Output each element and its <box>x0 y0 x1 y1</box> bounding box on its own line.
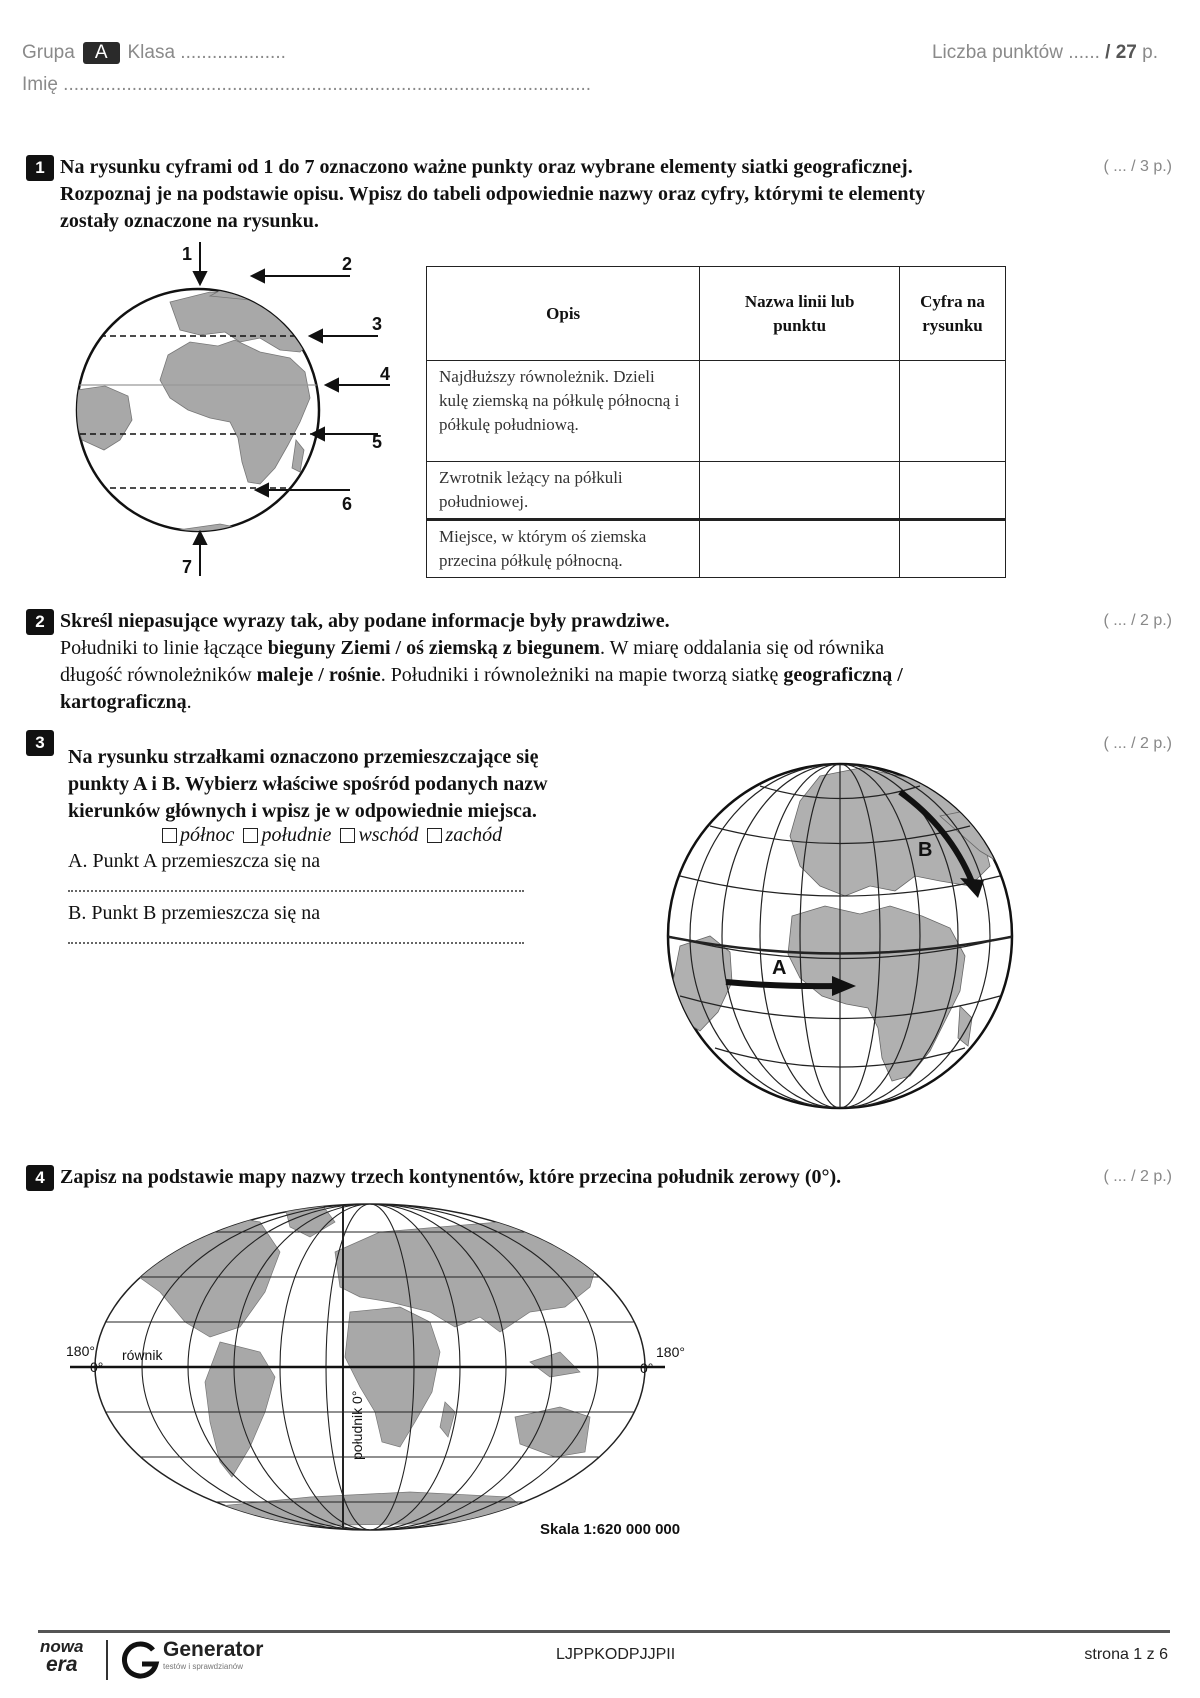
option-label: północ <box>180 824 235 846</box>
map-label: równik <box>122 1347 163 1363</box>
answer-a-line[interactable] <box>68 880 524 892</box>
task-number: 4 <box>26 1165 54 1191</box>
figure-number: 1 <box>182 244 193 264</box>
checkbox[interactable] <box>162 828 177 843</box>
task2-text: długość równoleżników <box>60 664 257 686</box>
strike-option[interactable]: maleje / rośnie <box>256 664 381 686</box>
task3-line: kierunków głównych i wpisz je w odpowiednie miejsca. <box>68 800 537 822</box>
figure-number: 2 <box>342 254 353 274</box>
task2-text: . Południki i równoleżniki na mapie tworzą siatkę <box>380 664 784 686</box>
task-number: 1 <box>26 155 54 181</box>
table-row <box>427 520 1006 578</box>
task2-text: Południki to linie łączące <box>60 637 268 659</box>
task4-points[interactable]: ( ... / 2 p.) <box>1103 1168 1172 1185</box>
point-label: B <box>918 839 933 861</box>
task2-points[interactable]: ( ... / 2 p.) <box>1103 612 1172 629</box>
checkbox[interactable] <box>427 828 442 843</box>
task3-line: punkty A i B. Wybierz właściwe spośród podanych nazw <box>68 773 548 795</box>
generator-logo-icon <box>120 1640 160 1680</box>
points-unit: p. <box>1142 42 1158 63</box>
nowa-era-logo <box>40 1638 83 1674</box>
generator-logo <box>163 1638 263 1671</box>
map-label: 0° <box>640 1360 654 1376</box>
points-total: / 27 <box>1105 42 1137 63</box>
answer-cell[interactable] <box>700 462 900 520</box>
logo-separator <box>106 1640 108 1680</box>
logo-text: Generator <box>163 1638 264 1661</box>
option-label: wschód <box>358 824 419 846</box>
answer-b-line[interactable] <box>68 932 524 944</box>
table-header-row <box>427 267 1006 361</box>
task1-instruction <box>60 154 925 235</box>
answer-cell[interactable] <box>900 361 1006 462</box>
logo-text: era <box>46 1653 78 1676</box>
table-header-cell: Opis <box>427 267 700 361</box>
task1-line: zostały oznaczone na rysunku. <box>60 210 319 232</box>
task2-text: . <box>186 691 192 713</box>
group-badge: A <box>83 42 120 64</box>
globe-figure-2 <box>660 756 1020 1116</box>
answer-a-label: A. Punkt A przemieszcza się na <box>68 850 321 872</box>
page-number: strona 1 z 6 <box>1084 1646 1168 1663</box>
logo-text: nowa <box>40 1637 84 1656</box>
table-header-cell: Nazwa linii lub punktu <box>700 267 900 361</box>
table-row <box>427 361 1006 462</box>
map-label: 180° <box>66 1343 95 1359</box>
document-code: LJPPKODPJJPII <box>556 1646 676 1663</box>
world-map <box>60 1192 700 1542</box>
points-label[interactable]: Liczba punktów ...... <box>931 42 1100 63</box>
footer-divider <box>38 1630 1170 1633</box>
task1-points[interactable]: ( ... / 3 p.) <box>1103 158 1172 175</box>
direction-options <box>158 822 502 849</box>
task-number: 3 <box>26 730 54 756</box>
answer-cell[interactable] <box>900 462 1006 520</box>
task1-line: Na rysunku cyframi od 1 do 7 oznaczono ważne punkty oraz wybrane elementy siatki geograficznej. <box>60 156 913 178</box>
task2-text: . W miarę oddalania się od równika <box>599 637 885 659</box>
figure-number: 7 <box>182 557 193 577</box>
task1-table <box>426 266 1006 578</box>
answer-cell[interactable] <box>700 520 900 578</box>
strike-option[interactable]: kartograficzną <box>60 691 187 713</box>
checkbox[interactable] <box>243 828 258 843</box>
option-label: zachód <box>445 824 503 846</box>
header-group <box>22 42 286 64</box>
figure-number: 5 <box>372 432 383 452</box>
scale-label: Skala 1:620 000 000 <box>540 1521 681 1538</box>
table-row <box>427 462 1006 520</box>
checkbox[interactable] <box>340 828 355 843</box>
point-label: A <box>772 957 787 979</box>
map-label: 180° <box>656 1344 685 1360</box>
task3-line: Na rysunku strzałkami oznaczono przemieszczające się <box>68 746 539 768</box>
table-cell: Zwrotnik leżący na półkuli południowej. <box>427 462 700 520</box>
strike-option[interactable]: geograficzną / <box>783 664 903 686</box>
task2-body <box>60 635 1060 716</box>
answer-cell[interactable] <box>900 520 1006 578</box>
task4-title: Zapisz na podstawie mapy nazwy trzech kontynentów, które przecina południk zerowy (0°). <box>60 1166 842 1188</box>
figure-number: 3 <box>372 314 383 334</box>
table-header-cell: Cyfra na rysunku <box>900 267 1006 361</box>
task1-line: Rozpoznaj je na podstawie opisu. Wpisz do tabeli odpowiednie nazwy oraz cyfry, którymi te elementy <box>60 183 926 205</box>
answer-b-label: B. Punkt B przemieszcza się na <box>68 902 321 924</box>
table-cell: Najdłuższy równoleżnik. Dzieli kulę ziemską na półkulę północną i półkulę południową. <box>427 361 700 462</box>
meridian-label: południk 0° <box>349 1390 365 1460</box>
class-field[interactable]: Klasa .................... <box>127 42 286 63</box>
figure-number: 4 <box>380 364 391 384</box>
header-points <box>932 42 1158 64</box>
task3-points[interactable]: ( ... / 2 p.) <box>1103 735 1172 752</box>
map-label: 0° <box>90 1359 104 1375</box>
name-field[interactable]: Imię .................................................................................................... <box>22 74 592 95</box>
globe-figure <box>60 240 420 580</box>
figure-number: 6 <box>342 494 353 514</box>
answer-cell[interactable] <box>700 361 900 462</box>
task-number: 2 <box>26 609 54 635</box>
table-cell: Miejsce, w którym oś ziemska przecina półkulę północną. <box>427 520 700 578</box>
group-label: Grupa <box>22 42 75 63</box>
option-label: południe <box>261 824 332 846</box>
task2-title: Skreśl niepasujące wyrazy tak, aby podane informacje były prawdziwe. <box>60 610 670 632</box>
task3-instruction <box>68 744 548 825</box>
strike-option[interactable]: bieguny Ziemi / oś ziemską z biegunem <box>267 637 600 659</box>
logo-subtext: testów i sprawdzianów <box>163 1662 244 1671</box>
